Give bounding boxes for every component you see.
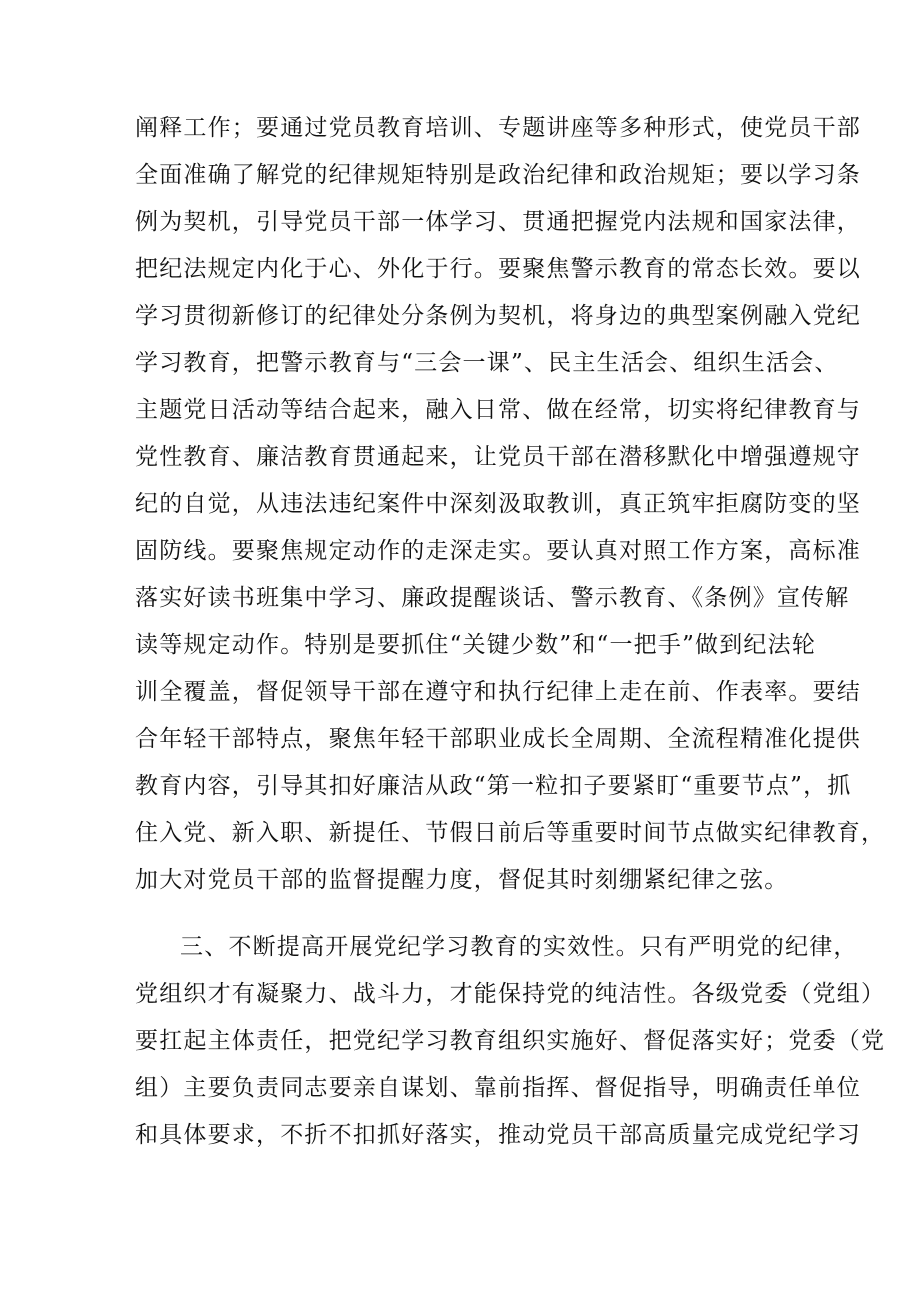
text-line: 读等规定动作。特别是要抓住“关键少数”和“一把手”做到纪法轮 (135, 632, 817, 658)
text-line: 把纪法规定内化于心、外化于行。要聚焦警示教育的常态长效。要以 (135, 256, 861, 282)
text-line: 和具体要求，不折不扣抓好落实，推动党员干部高质量完成党纪学习 (135, 1122, 861, 1148)
text-line: 固防线。要聚焦规定动作的走深走实。要认真对照工作方案，高标准 (135, 538, 861, 564)
text-line: 组）主要负责同志要亲自谋划、靠前指挥、督促指导，明确责任单位 (135, 1075, 861, 1101)
text-line: 主题党日活动等结合起来，融入日常、做在经常，切实将纪律教育与 (135, 397, 861, 423)
text-line: 落实好读书班集中学习、廉政提醒谈话、警示教育、《条例》宣传解 (135, 585, 850, 611)
text-line: 纪的自觉，从违法违纪案件中深刻汲取教训，真正筑牢拒腐防变的坚 (135, 491, 861, 517)
text-line: 学习贯彻新修订的纪律处分条例为契机，将身边的典型案例融入党纪 (135, 303, 861, 329)
text-line: 党组织才有凝聚力、战斗力，才能保持党的纯洁性。各级党委（党组） (135, 981, 886, 1007)
text-line: 全面准确了解党的纪律规矩特别是政治纪律和政治规矩；要以学习条 (135, 162, 861, 188)
text-line: 党性教育、廉洁教育贯通起来，让党员干部在潜移默化中增强遵规守 (135, 444, 861, 470)
text-line: 学习教育，把警示教育与“三会一课”、民主生活会、组织生活会、 (135, 350, 839, 376)
text-line: 合年轻干部特点，聚焦年轻干部职业成长全周期、全流程精准化提供 (135, 726, 861, 752)
text-line: 加大对党员干部的监督提醒力度，督促其时刻绷紧纪律之弦。 (135, 867, 789, 893)
text-line: 阐释工作；要通过党员教育培训、专题讲座等多种形式，使党员干部 (135, 115, 861, 141)
text-line: 住入党、新入职、新提任、节假日前后等重要时间节点做实纪律教育， (135, 820, 886, 846)
text-line: 例为契机，引导党员干部一体学习、贯通把握党内法规和国家法律， (135, 209, 861, 235)
text-line: 训全覆盖，督促领导干部在遵守和执行纪律上走在前、作表率。要结 (135, 679, 861, 705)
section-heading-line: 三、不断提高开展党纪学习教育的实效性。只有严明党的纪律， (180, 934, 858, 960)
text-line: 教育内容，引导其扣好廉洁从政“第一粒扣子要紧盯“重要节点”，抓 (135, 773, 852, 799)
text-line: 要扛起主体责任，把党纪学习教育组织实施好、督促落实好；党委（党 (135, 1028, 886, 1054)
